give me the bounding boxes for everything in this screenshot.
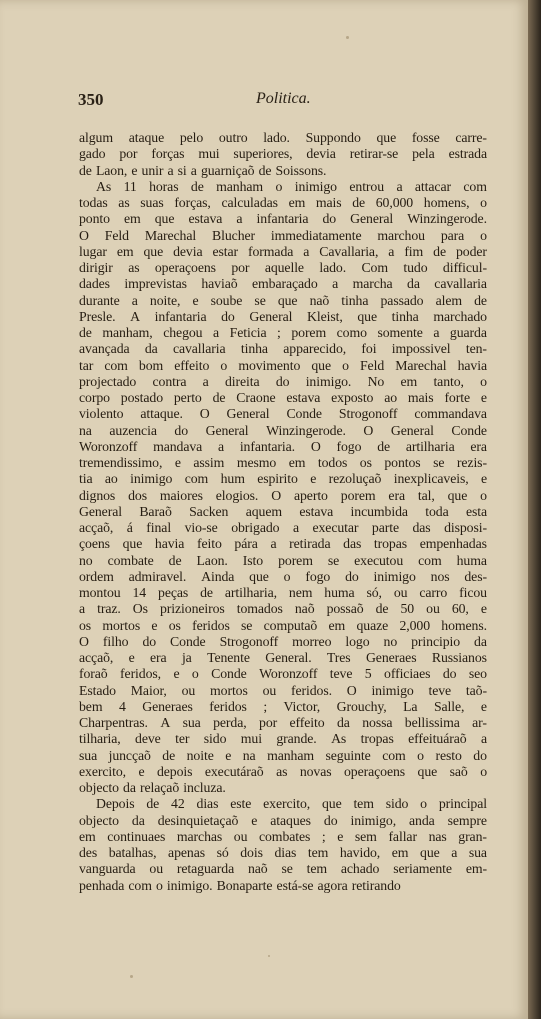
text-line: Charpentras. A sua perda, por effeito da nossa bellissima ar-: [79, 715, 487, 730]
text-line: lugar em que devia estar formada a Cavallaria, a fim de poder: [79, 243, 487, 259]
text-line: gado por forças mui superiores, devia retirar-se pela estrada: [79, 146, 487, 162]
paper-speck: [268, 955, 270, 957]
text-line: algum ataque pelo outro lado. Suppondo que fosse carre-: [79, 130, 487, 145]
paper-speck: [346, 36, 349, 39]
book-edge: [528, 0, 541, 1019]
text-line: penhada com o inimigo. Bonaparte está-se agora retirando: [79, 877, 401, 893]
text-line: çoens que havia feito pára a retirada das tropas empenhadas: [79, 536, 487, 552]
text-line: de Laon, e unir a si a guarniçaõ de Soissons.: [79, 162, 327, 178]
page-header: [78, 90, 488, 114]
text-line: Estado Maior, ou mortos ou feridos. O inimigo teve taõ-: [79, 682, 487, 698]
text-line: projectado contra a direita do inimigo. No em tanto, o: [79, 373, 487, 389]
text-line: Presle. A infantaria do General Kleist, que tinha marchado: [79, 308, 487, 324]
text-line: todas as suas forças, calculadas em mais de 60,000 homens, o: [79, 195, 487, 210]
text-line: em continuaes marchas ou combates ; e sem fallar nas gran-: [79, 828, 487, 844]
text-line: exercito, e depois executáraõ as novas operaçoens que saõ o: [79, 763, 487, 779]
text-line: General Baraõ Sacken aquem estava incumbida toda esta: [79, 503, 487, 519]
text-line: dades imprevistas haviaõ embaraçado a marcha da cavallaria: [79, 276, 487, 292]
paragraph: [79, 796, 487, 894]
text-line: foraõ feridos, e o Conde Woronzoff teve 5 officiaes do seo: [79, 666, 487, 682]
text-line: tia ao inimigo com hum espirito e rezoluçaõ inexplicaveis, e: [79, 471, 487, 487]
text-line: objecto da relaçaõ incluza.: [79, 780, 226, 795]
text-line: objecto da desinquietaçaõ e ataques do inimigo, anda sempre: [79, 812, 487, 828]
text-line: O filho do Conde Strogonoff morreo logo no principio da: [79, 633, 487, 649]
text-line: durante a noite, e soube se que naõ tinha passado alem de: [79, 292, 487, 308]
text-line: os mortos e os feridos se computaõ em quaze 2,000 homens.: [79, 617, 487, 633]
text-line: dirigir as operaçoens por aquelle lado. Com tudo difficul-: [79, 260, 487, 275]
text-line: des batalhas, apenas só dois dias tem havido, em que a sua: [79, 845, 487, 860]
text-line: acçaõ, á final vio-se obrigado a executar parte das disposi-: [79, 520, 487, 535]
text-line: As 11 horas de manham o inimigo entrou a attacar com: [96, 178, 487, 194]
paper-speck: [130, 975, 133, 978]
text-line: ponto em que estava a infantaria do General Winzingerode.: [79, 211, 487, 227]
text-line: vanguarda ou retaguarda naõ se tem achado seriamente em-: [79, 861, 487, 877]
text-line: tremendissimo, e assim mesmo em todos os pontos se rezis-: [79, 455, 487, 470]
text-line: corpo postado perto de Craone estava exposto ao mais forte e: [79, 390, 487, 405]
text-line: bem 4 Generaes feridos ; Victor, Grouchy, La Salle, e: [79, 698, 487, 714]
text-line: acçaõ, e era ja Tenente General. Tres Generaes Russianos: [79, 650, 487, 665]
text-line: O Feld Marechal Blucher immediatamente marchou para o: [79, 227, 487, 243]
text-line: de manham, chegou a Feticia ; porem como somente a guarda: [79, 325, 487, 340]
paragraph: [79, 130, 487, 179]
text-line: dignos dos maiores elogios. O aperto porem era tal, que o: [79, 487, 487, 503]
paragraph: [79, 179, 487, 797]
page-number: 350: [78, 90, 104, 109]
text-line: avançada da cavallaria tinha apparecido, foi impossivel ten-: [79, 341, 487, 357]
text-line: no combate de Laon. Isto porem se executou com huma: [79, 552, 487, 568]
body-text: [79, 130, 487, 894]
running-head: Politica.: [256, 90, 311, 107]
text-line: sua juncçaõ de noite e na manham seguinte com o resto do: [79, 747, 487, 763]
text-line: ordem admiravel. Ainda que o fogo do inimigo nos des-: [79, 568, 487, 584]
text-line: tar com bom effeito o movimento que o Feld Marechal havia: [79, 357, 487, 373]
text-line: montou 14 peças de artilharia, nem huma só, ou carro ficou: [79, 585, 487, 600]
text-line: Woronzoff mandava a infantaria. O fogo de artilharia era: [79, 438, 487, 454]
text-line: violento attaque. O General Conde Strogonoff commandava: [79, 406, 487, 422]
text-line: Depois de 42 dias este exercito, que tem sido o principal: [96, 796, 487, 812]
text-line: tilharia, deve ter sido mui grande. As tropas effeituáraõ a: [79, 731, 487, 747]
text-line: na auzencia do General Winzingerode. O General Conde: [79, 422, 487, 438]
text-line: a traz. Os prizioneiros tomados naõ possaõ de 50 ou 60, e: [79, 601, 487, 617]
